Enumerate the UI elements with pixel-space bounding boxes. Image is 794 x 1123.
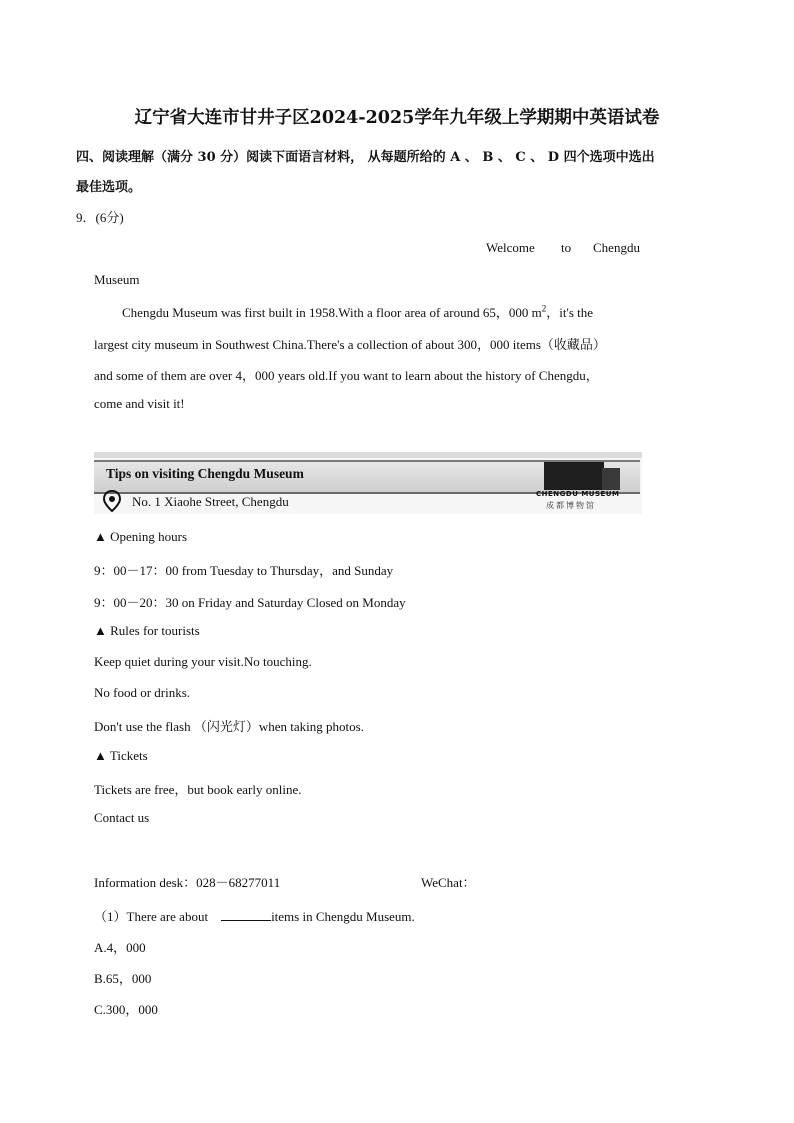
museum-logo-icon xyxy=(544,462,604,490)
museum-logo-text-en: CHENGDU MUSEUM xyxy=(536,490,620,498)
opening-hours-heading: ▲ Opening hours xyxy=(94,529,188,544)
welcome-word-1: Welcome xyxy=(486,240,535,255)
hours-line-1: 9：00－17：00 from Tuesday to Thursday，and Sunday xyxy=(94,563,394,578)
tickets-heading: ▲ Tickets xyxy=(94,748,148,763)
option-c: C.300，000 xyxy=(94,1002,158,1017)
rule-1: Keep quiet during your visit.No touching. xyxy=(94,654,312,669)
museum-logo-text-cn: 成都博物馆 xyxy=(546,501,596,510)
banner-top-strip xyxy=(94,452,642,458)
location-pin-icon xyxy=(102,490,122,512)
question-1-stem xyxy=(94,906,415,925)
welcome-word-4: Museum xyxy=(94,272,140,287)
rules-heading: ▲ Rules for tourists xyxy=(94,623,200,638)
rule-3: Don't use the flash （闪光灯）when taking photos. xyxy=(94,719,364,734)
passage-line-1 xyxy=(122,302,593,321)
passage-line-1-text: Chengdu Museum was first built in 1958.With a floor area of around 65，000 m xyxy=(122,305,542,320)
contact-heading: Contact us xyxy=(94,810,150,825)
question-1-stem-end: items in Chengdu Museum. xyxy=(271,909,415,924)
superscript-2: 2 xyxy=(541,303,547,314)
option-a: A.4，000 xyxy=(94,940,146,955)
section-instruction-line1: 四、阅读理解（满分 30 分）阅读下面语言材料， 从每题所给的 A 、 B 、 C 、 D 四个选项中选出 xyxy=(76,150,655,165)
wechat-label: WeChat： xyxy=(421,875,476,890)
passage-line-1-end: ，it's the xyxy=(546,305,594,320)
ticket-info: Tickets are free，but book early online. xyxy=(94,782,302,797)
welcome-word-3: Chengdu xyxy=(593,240,640,255)
banner-address: No. 1 Xiaohe Street, Chengdu xyxy=(132,494,289,509)
page-title: 辽宁省大连市甘井子区2024-2025学年九年级上学期期中英语试卷 xyxy=(134,108,660,128)
passage-line-2: largest city museum in Southwest China.There's a collection of about 300，000 items（收藏品） xyxy=(94,337,606,352)
museum-logo-accent xyxy=(602,468,620,490)
answer-blank xyxy=(221,909,271,921)
welcome-word-2: to xyxy=(561,240,572,255)
banner-title: Tips on visiting Chengdu Museum xyxy=(106,466,304,481)
information-desk: Information desk：028－68277011 xyxy=(94,875,281,890)
museum-banner-image xyxy=(94,452,642,514)
passage-line-3: and some of them are over 4，000 years old.If you want to learn about the history of Chengdu， xyxy=(94,368,599,383)
option-b: B.65，000 xyxy=(94,971,152,986)
hours-line-2: 9：00－20：30 on Friday and Saturday Closed on Monday xyxy=(94,595,406,610)
rule-2: No food or drinks. xyxy=(94,685,191,700)
question-1-stem-start: （1）There are about xyxy=(94,909,209,924)
section-instruction-line2: 最佳选项。 xyxy=(76,180,142,195)
passage-line-4: come and visit it! xyxy=(94,396,185,411)
question-number: 9．(6分) xyxy=(76,210,124,225)
